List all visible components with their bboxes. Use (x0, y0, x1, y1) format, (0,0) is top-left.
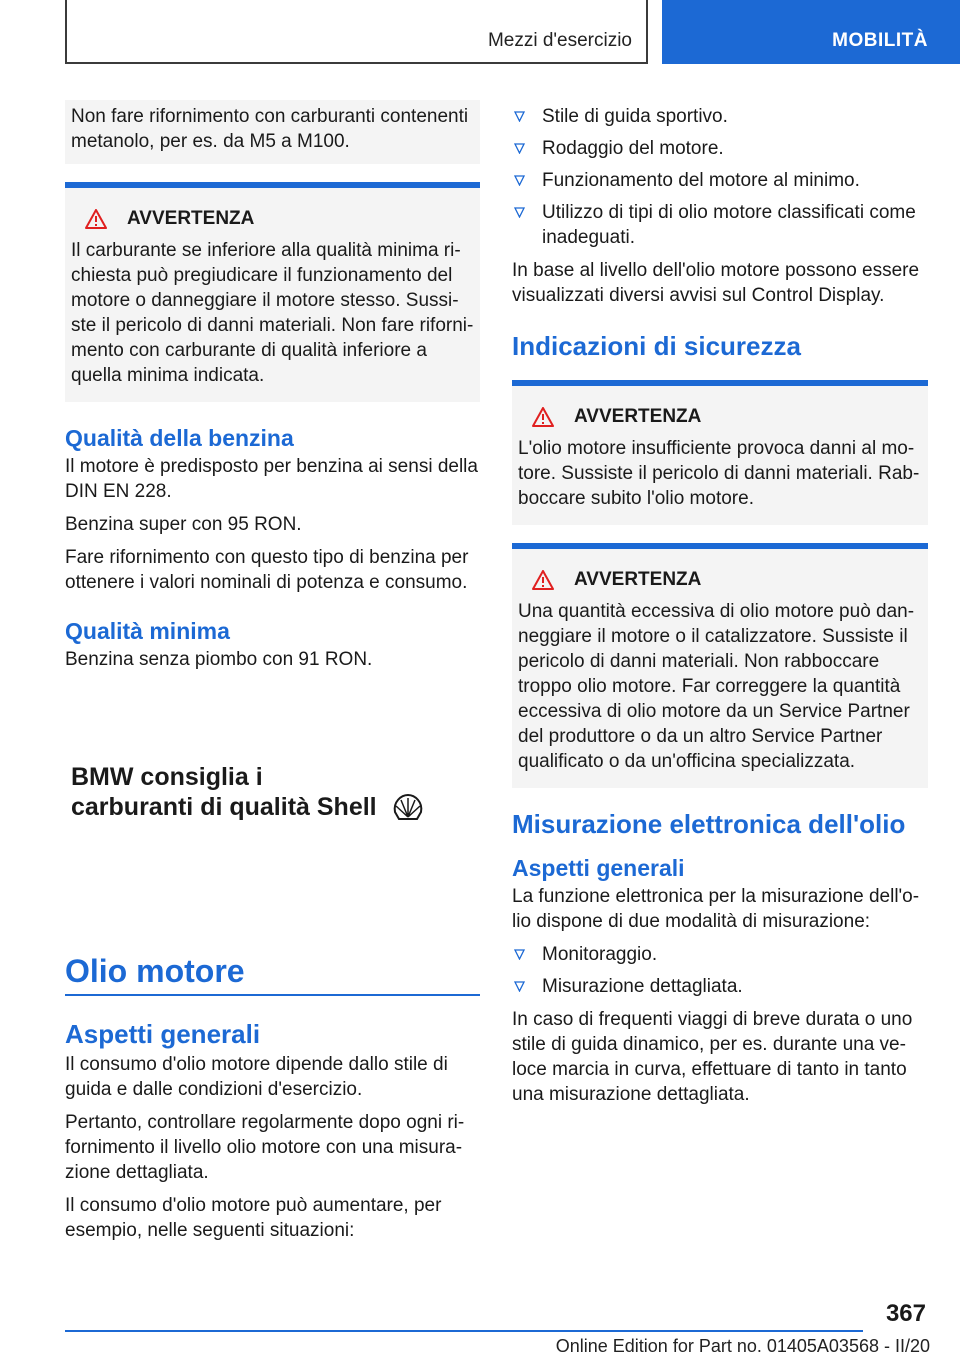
warning-box-low-oil (512, 380, 928, 525)
header-section-title: Mezzi d'esercizio (487, 30, 632, 51)
left-column (65, 100, 480, 1251)
consumption-situations-list (512, 104, 928, 250)
petrol-paragraph-1: Il motore è predisposto per benzina ai sensi della DIN EN 228. (65, 456, 478, 502)
general-paragraph-1: Il consumo d'olio motore dipende dallo stile di guida e dalle condizioni d'esercizio. (65, 1054, 448, 1100)
note-text: Non fare rifornimento con carburanti contenenti metanolo, per es. da M5 a M100. (71, 106, 469, 152)
header-chapter-tab[interactable] (662, 0, 960, 64)
list-item: Monitoraggio. (512, 942, 928, 967)
heading-general-aspects: Aspetti generali (65, 1019, 261, 1049)
shell-promo (71, 762, 480, 822)
bullet-triangle-icon (514, 175, 525, 186)
edition-footer: Online Edition for Part no. 01405A03568 - II/20 (555, 1336, 930, 1356)
header-section-box (65, 0, 648, 64)
measurement-modes-list (512, 942, 928, 999)
general-paragraph-3: Il consumo d'olio motore può aumentare, per esempio, nelle seguenti situazioni: (65, 1195, 442, 1241)
warning-title: AVVERTENZA (518, 569, 922, 591)
list-item: Funzionamento del motore al minimo. (512, 168, 928, 193)
methanol-note (65, 100, 480, 164)
shell-logo-icon (391, 792, 425, 822)
measurement-modes-paragraph: La funzione elettronica per la misurazione dell'o- lio dispone di due modalità di misurazione: (512, 886, 920, 932)
warning-title: AVVERTENZA (71, 208, 474, 230)
heading-general-aspects-right: Aspetti generali (512, 855, 685, 881)
bullet-triangle-icon (514, 981, 525, 992)
warning-triangle-icon (532, 407, 554, 427)
footer-divider (65, 1330, 863, 1332)
page-number: 367 (885, 1300, 926, 1327)
header-chapter-title: MOBILITÀ (832, 30, 928, 51)
bullet-triangle-icon (514, 949, 525, 960)
bullet-triangle-icon (514, 143, 525, 154)
warning-text: Una quantità eccessiva di olio motore può dan- neggiare il motore o il catalizzatore. Sussiste il pericolo di danni materiali. Non rabboccare troppo olio motore. Far correggere la quantità eccessiva di olio motore da un Service Partner del produttore o da un altro Service Partner qualificato o da un'officina specializzata. (518, 601, 915, 772)
warning-triangle-icon (532, 570, 554, 590)
heading-engine-oil: Olio motore (65, 952, 480, 996)
heading-petrol-quality: Qualità della benzina (65, 425, 294, 451)
detailed-measurement-paragraph: In caso di frequenti viaggi di breve durata o uno stile di guida dinamico, per es. durante una ve- loce marcia in curva, effettuare di tanto in tanto una misurazione dettagliata. (512, 1009, 913, 1105)
warning-box-fuel-quality (65, 182, 480, 402)
right-column (512, 104, 928, 1115)
warning-text: Il carburante se inferiore alla qualità minima ri- chiesta può pregiudicare il funzionamento del motore o danneggiare il motore stesso. Sussi- ste il pericolo di danni materiali. Non fare riforni- mento con carburante di qualità inferiore a quella minima indicata. (71, 240, 474, 386)
shell-promo-text: BMW consiglia i carburanti di qualità Shell (71, 762, 425, 822)
list-item: Utilizzo di tipi di olio motore classificati come inadeguati. (512, 200, 928, 250)
heading-electronic-oil-measurement: Misurazione elettronica dell'olio (512, 809, 906, 839)
control-display-paragraph: In base al livello dell'olio motore possono essere visualizzati diversi avvisi sul Control Display. (512, 260, 920, 306)
list-item: Rodaggio del motore. (512, 136, 928, 161)
heading-safety-notes: Indicazioni di sicurezza (512, 331, 801, 361)
warning-box-excess-oil (512, 543, 928, 788)
petrol-paragraph-3: Fare rifornimento con questo tipo di benzina per ottenere i valori nominali di potenza e consumo. (65, 547, 469, 593)
warning-text: L'olio motore insufficiente provoca danni al mo- tore. Sussiste il pericolo di danni materiali. Rab- boccare subito l'olio motore. (518, 438, 920, 509)
petrol-paragraph-2: Benzina super con 95 RON. (65, 514, 302, 535)
heading-minimum-quality: Qualità minima (65, 618, 230, 644)
bullet-triangle-icon (514, 207, 525, 218)
list-item: Misurazione dettagliata. (512, 974, 928, 999)
warning-triangle-icon (85, 209, 107, 229)
warning-title: AVVERTENZA (518, 406, 922, 428)
general-paragraph-2: Pertanto, controllare regolarmente dopo ogni ri- fornimento il livello olio motore con una misura- zione dettagliata. (65, 1112, 465, 1183)
minimum-paragraph: Benzina senza piombo con 91 RON. (65, 649, 373, 670)
bullet-triangle-icon (514, 111, 525, 122)
list-item: Stile di guida sportivo. (512, 104, 928, 129)
